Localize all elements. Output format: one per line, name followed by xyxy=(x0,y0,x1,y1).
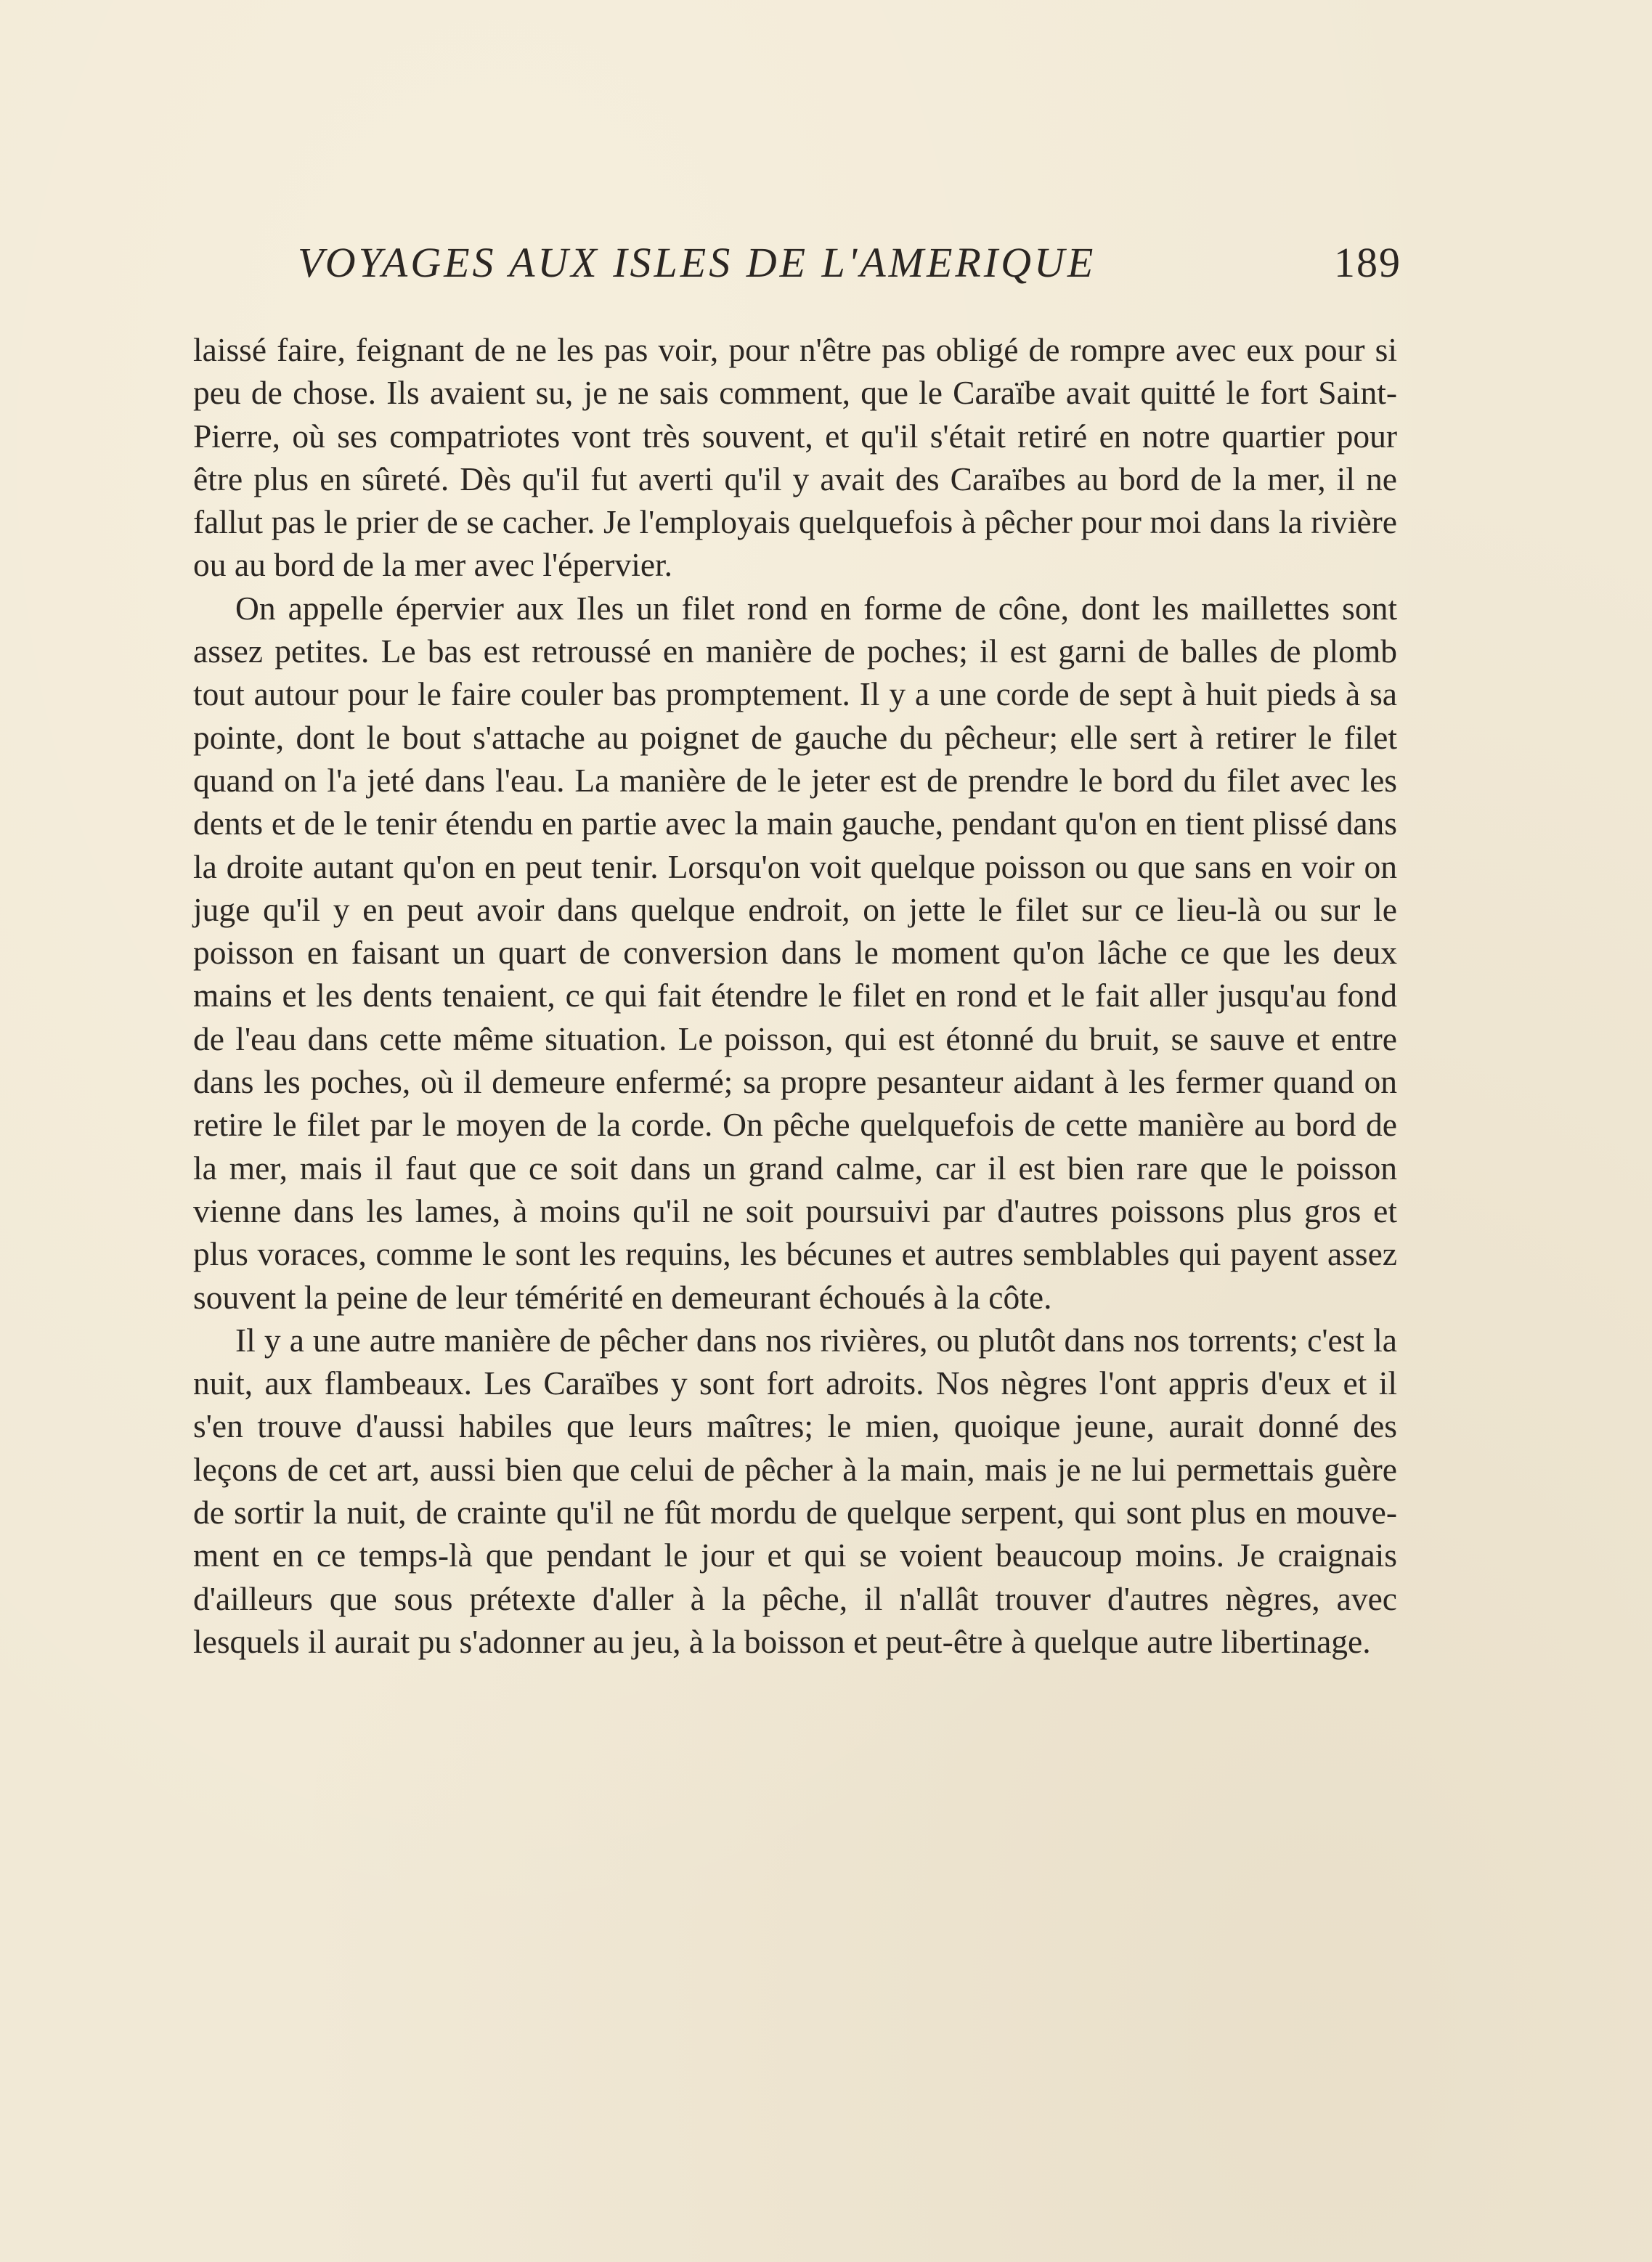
paragraph-2: On appelle épervier aux Iles un filet rond en forme de cône, dont les maillettes sont assez petites. Le bas est retroussé en manière de poches; il est garni de balles de plomb tout autour pour le faire couler bas promptement. Il y a une corde de sept à huit pieds à sa pointe, dont le bout s'attache au poignet de gauche du pêcheur; elle sert à retirer le filet quand on l'a jeté dans l'eau. La manière de le jeter est de prendre le bord du filet avec les dents et de le tenir étendu en partie avec la main gauche, pendant qu'on en tient plissé dans la droite autant qu'on en peut tenir. Lorsqu'on voit quelque poisson ou que sans en voir on juge qu'il y en peut avoir dans quelque endroit, on jette le filet sur ce lieu-là ou sur le poisson en faisant un quart de conversion dans le moment qu'on lâche ce que les deux mains et les dents tenaient, ce qui fait étendre le filet en rond et le fait aller jusqu'au fond de l'eau dans cette même situation. Le poisson, qui est étonné du bruit, se sauve et entre dans les poches, où il demeure enfermé; sa propre pesanteur aidant à les fermer quand on retire le filet par le moyen de la corde. On pêche quelquefois de cette manière au bord de la mer, mais il faut que ce soit dans un grand calme, car il est bien rare que le poisson vienne dans les lames, à moins qu'il ne soit poursuivi par d'autres poissons plus gros et plus voraces, comme le sont les requins, les bécunes et autres semblables qui payent assez souvent la peine de leur témérité en demeurant échoués à la côte. xyxy=(193,589,1397,1316)
running-head xyxy=(298,234,1401,292)
paragraph-1: laissé faire, feignant de ne les pas voir, pour n'être pas obligé de rompre avec eux pour si peu de chose. Ils avaient su, je ne sais comment, que le Caraïbe avait quitté le fort Saint-Pierre, où ses compatriotes vont très souvent, et qu'il s'était retiré en notre quartier pour être plus en sûreté. Dès qu'il fut averti qu'il y avait des Caraïbes au bord de la mer, il ne fallut pas le prier de se cacher. Je l'employais quelquefois à pêcher pour moi dans la rivière ou au bord de la mer avec l'épervier. xyxy=(193,331,1397,584)
running-title: VOYAGES AUX ISLES DE L'AMERIQUE xyxy=(298,239,1096,286)
paragraph-3: Il y a une autre manière de pêcher dans nos rivières, ou plutôt dans nos torrents; c'est la nuit, aux flambeaux. Les Caraïbes y sont fort adroits. Nos nègres l'ont appris d'eux et il s'en trouve d'aussi habiles que leurs maîtres; le mien, quoique jeune, aurait donné des leçons de cet art, aussi bien que celui de pêcher à la main, mais je ne lui permettais guère de sortir la nuit, de crainte qu'il ne fût mordu de quelque serpent, qui sont plus en mouvement en ce temps-là que pendant le jour et qui se voient beaucoup moins. Je craignais d'ailleurs que sous prétexte d'aller à la pêche, il n'allât trouver d'autres nègres, avec lesquels il aurait pu s'adonner au jeu, à la boisson et peut-être à quelque autre libertinage. xyxy=(193,1321,1397,1660)
body-text xyxy=(193,328,1397,1663)
page-number: 189 xyxy=(1334,239,1401,286)
